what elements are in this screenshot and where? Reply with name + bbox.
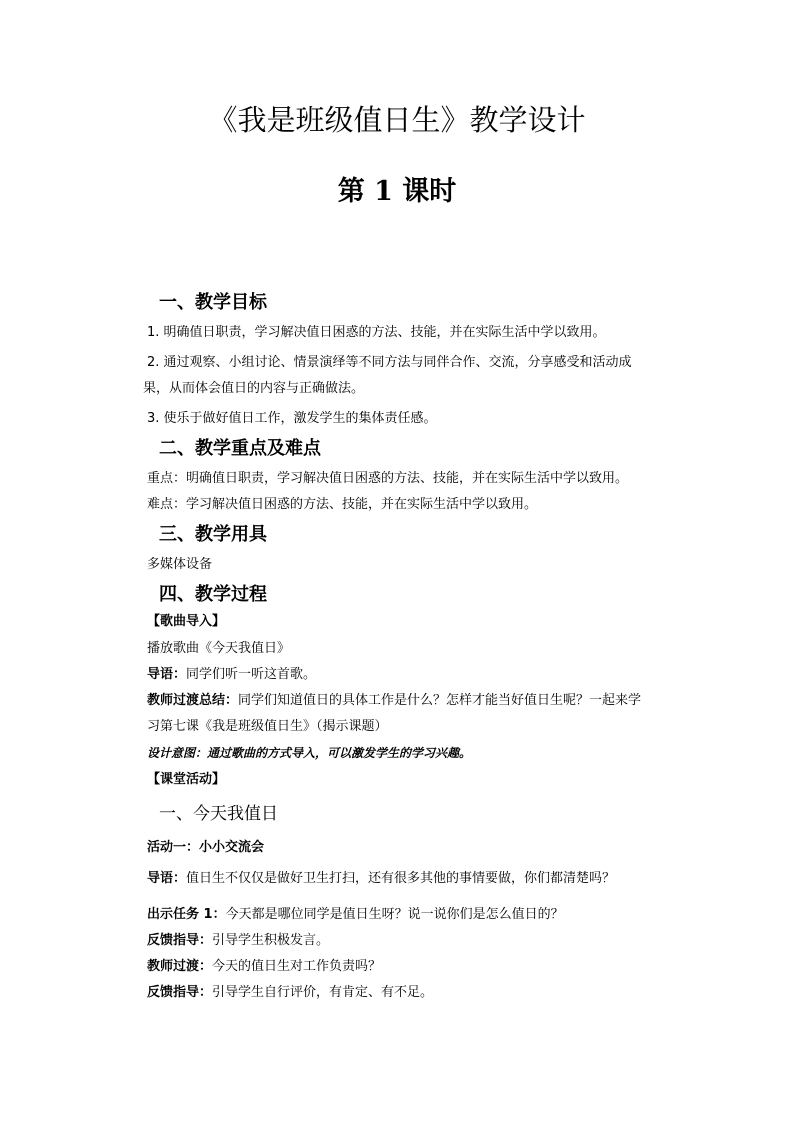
document-title: 《我是班级值日生》教学设计 [208, 103, 586, 137]
class-activity-tag: 【课堂活动】 [147, 772, 226, 787]
feedback-line [147, 928, 687, 954]
feedback-text: 引导学生积极发言。 [212, 933, 330, 948]
summary-label: 教师过渡总结： [147, 693, 239, 708]
song-intro-tag: 【歌曲导入】 [147, 614, 226, 629]
intro-label: 导语： [147, 667, 187, 682]
task-line [147, 902, 687, 928]
transition-label: 教师过渡： [147, 959, 213, 974]
tools-text: 多媒体设备 [147, 557, 213, 572]
design-intent-note: 设计意图：通过歌曲的方式导入，可以激发学生的学习兴趣。 [147, 746, 472, 760]
difficult-point: 难点：学习解决值日困惑的方法、技能，并在实际生活中学以致用。 [147, 497, 538, 512]
guide-text: 值日生不仅仅是做好卫生打扫，还有很多其他的事情要做，你们都清楚吗？ [186, 871, 616, 886]
section-heading-objectives: 一、教学目标 [159, 292, 267, 313]
section-heading-process: 四、教学过程 [159, 584, 267, 605]
feedback-text: 引导学生自行评价，有肯定、有不足。 [212, 985, 434, 1000]
intro-text: 同学们听一听这首歌。 [186, 667, 317, 682]
section-heading-key-points: 二、教学重点及难点 [159, 438, 321, 459]
lesson-subtitle: 第 1 课时 [337, 176, 457, 207]
transition-text: 今天的值日生对工作负责吗？ [212, 959, 382, 974]
objective-item: 2. 通过观察、小组讨论、情景演绎等不同方法与同伴合作、交流，分享感受和活动成 [147, 355, 632, 370]
objective-item-continued: 果，从而体会值日的内容与正确做法。 [143, 381, 365, 396]
objective-item: 3. 使乐于做好值日工作，激发学生的集体责任感。 [147, 411, 437, 426]
task-text: 今天都是哪位同学是值日生呀？说一说你们是怎么值日的？ [225, 907, 564, 922]
summary-text: 同学们知道值日的具体工作是什么？怎样才能当好值日生呢？一起来学 [238, 693, 642, 708]
song-play-text: 播放歌曲《今天我值日》 [147, 641, 291, 656]
guide-label: 导语： [147, 871, 187, 886]
summary-line-continued: 习第七课《我是班级值日生》（揭示课题） [147, 719, 388, 734]
sub-heading-today-on-duty: 一、今天我值日 [159, 804, 278, 824]
objective-item: 1. 明确值日职责，学习解决值日困惑的方法、技能，并在实际生活中学以致用。 [147, 325, 606, 340]
feedback-label: 反馈指导： [147, 933, 213, 948]
feedback-line [147, 980, 687, 1006]
section-heading-tools: 三、教学用具 [159, 524, 267, 545]
intro-line [147, 662, 687, 688]
task-label: 出示任务 1： [147, 907, 226, 922]
guide-line [147, 866, 687, 892]
key-point: 重点：明确值日职责，学习解决值日困惑的方法、技能，并在实际生活中学以致用。 [147, 471, 629, 486]
summary-line [147, 688, 687, 714]
transition-line [147, 954, 687, 980]
document-body [143, 290, 687, 1006]
feedback-label: 反馈指导： [147, 985, 213, 1000]
activity-one-title: 活动一：小小交流会 [147, 840, 265, 855]
